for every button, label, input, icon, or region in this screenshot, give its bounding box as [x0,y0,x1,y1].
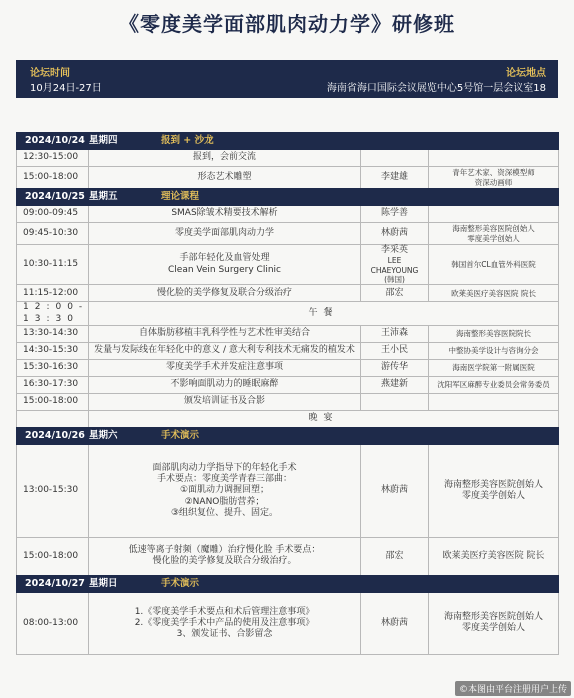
org-line: 零度美学创始人 [462,623,526,634]
topic-line: 零度美学手术并发症注意事项 [165,362,283,373]
topic-line: 手部年轻化及血管处理 [179,253,270,264]
day-weekday: 星期五 [89,191,118,203]
speaker-cell [361,285,429,302]
day-date: 2024/10/25 [25,191,85,203]
topic-cell [89,592,361,654]
time-cell: 11:15-12:00 [17,285,89,302]
day-weekday: 星期日 [89,577,118,589]
table-row [17,376,559,393]
org-line: 欧莱美医疗美容医院 院长 [451,288,536,298]
org-cell [429,393,559,410]
topic-cell [89,376,361,393]
day-date: 2024/10/26 [25,429,85,441]
speaker-name: 邵宏 [385,287,404,298]
table-row [17,393,559,410]
topic-line: 自体脂肪移植丰乳科学性与艺术性审美结合 [138,328,310,339]
topic-line: 颁发培训证书及合影 [183,396,265,407]
org-line: 韩国首尔CL血管外科医院 [451,260,536,269]
speaker-cell [361,393,429,410]
topic-line: 发量与发际线在年轻化中的意义 / 意大利专利技术无痛发的植发术 [94,345,355,356]
org-cell [429,285,559,302]
speaker-name: 邵宏 [385,550,404,561]
topic-line: SMAS除皱术精要技术解析 [171,208,278,219]
speaker-name: 林蔚茜 [380,485,408,496]
day-header-cell [17,133,559,150]
topic-line: 1.《零度美学手术要点和术后管理注意事项》 [134,606,315,617]
org-cell [429,592,559,654]
org-line: 青年艺术家、资深模型师 [452,168,535,178]
table-row [17,592,559,654]
speaker-cell [361,206,429,223]
org-line: 海南整形美容医院创始人 [444,479,544,490]
time-cell [17,410,89,427]
time-cell: 16:30-17:30 [17,376,89,393]
org-cell [429,223,559,245]
topic-line: 不影响面肌动力的睡眠麻醉 [170,379,279,390]
speaker-name: 王小民 [380,345,408,356]
day-theme: 理论课程 [161,191,200,203]
forum-time [30,66,102,96]
watermark: ©本图由平台注册用户上传 [455,681,571,696]
topic-cell [89,393,361,410]
table-row [17,223,559,245]
topic-line: 报到，会前交流 [192,152,256,163]
topic-line: ②NANO脂肪营养； [184,496,265,507]
time-cell: 14:30-15:30 [17,342,89,359]
time-cell: 15:00-18:00 [17,167,89,189]
speaker-cell [361,342,429,359]
time-cell: 08:00-13:00 [17,592,89,654]
org-line: 中整协美学设计与咨询分会 [448,346,539,356]
page-title: 《零度美学面部肌肉动力学》研修班 [119,12,455,36]
table-row [17,167,559,189]
table-row [17,342,559,359]
speaker-cell [361,325,429,342]
forum-time-value: 10月24日-27日 [30,83,102,94]
time-cell: 15:00-18:00 [17,537,89,575]
table-row [17,537,559,575]
forum-place-label: 论坛地点 [506,68,546,79]
break-cell: 晚宴 [89,410,559,427]
speaker-name: 游传华 [380,362,408,373]
org-cell [429,359,559,376]
org-line: 海南整形美容医院创始人 [444,612,544,623]
table-row [17,302,559,326]
speaker-name: 陈学善 [380,208,408,219]
org-cell [429,537,559,575]
topic-cell [89,359,361,376]
speaker-cell [361,376,429,393]
day-header [17,189,559,206]
speaker-cell [361,167,429,189]
time-cell: 10:30-11:15 [17,245,89,285]
org-line: 欧莱美医疗美容医院 院长 [442,550,545,561]
org-line: 零度美学创始人 [467,233,520,243]
speaker-name: (韩国) [384,275,405,284]
topic-cell [89,223,361,245]
speaker-name: 林蔚茜 [380,617,408,628]
topic-line: 慢化脸的美学修复及联合分级治疗 [156,287,292,298]
forum-place [327,66,546,96]
table-row [17,359,559,376]
topic-line: Clean Vein Surgery Clinic [168,264,281,275]
topic-line: 面部肌肉动力学指导下的年轻化手术 [152,462,297,473]
org-cell [429,342,559,359]
topic-line: ①面肌动力调握回塑； [179,485,270,496]
time-cell: 13:00-15:30 [17,444,89,537]
topic-line: 2.《零度美学手术中产品的使用及注意事项》 [134,617,315,628]
speaker-cell [361,150,429,167]
table-row [17,410,559,427]
speaker-name: 李采英 [380,245,408,255]
topic-line: 低速等离子射频（魔雕）治疗慢化脸 手术要点： [128,545,321,556]
topic-line: ③组织复位、提升、固定。 [170,507,279,518]
topic-cell [89,150,361,167]
topic-cell [89,245,361,285]
day-theme: 手术演示 [161,577,200,589]
topic-line: 慢化脸的美学修复及联合分级治疗。 [152,556,297,567]
time-cell: 13:30-14:30 [17,325,89,342]
speaker-cell [361,592,429,654]
topic-line: 手术要点：零度美学青春三部曲： [156,474,292,484]
time-cell: 12:00-13:30 [17,302,89,326]
speaker-cell [361,359,429,376]
time-cell: 15:00-18:00 [17,393,89,410]
day-theme: 手术演示 [161,429,200,441]
schedule-table [16,132,559,655]
table-row [17,444,559,537]
table-row [17,150,559,167]
topic-cell [89,537,361,575]
org-line: 零度美学创始人 [462,490,526,501]
speaker-name: LEE CHAEYOUNG [370,256,419,275]
topic-cell [89,206,361,223]
table-row [17,285,559,302]
topic-cell [89,444,361,537]
org-cell [429,167,559,189]
day-header-cell [17,575,559,592]
org-line: 海南整形美容医院创始人 [452,224,535,234]
topic-line: 3、颁发证书、合影留念 [176,629,273,639]
speaker-cell [361,245,429,285]
topic-cell [89,325,361,342]
org-line: 资深动画师 [474,177,513,187]
day-header-cell [17,189,559,206]
day-header [17,575,559,592]
org-cell [429,444,559,537]
topic-line: 形态艺术雕塑 [197,171,252,182]
forum-info-bar [16,60,558,98]
speaker-cell [361,223,429,245]
speaker-name: 王沛森 [380,328,408,339]
org-cell [429,206,559,223]
speaker-name: 燕建新 [380,379,408,390]
day-weekday: 星期六 [89,429,118,441]
forum-time-label: 论坛时间 [30,68,70,79]
day-theme: 报到 + 沙龙 [161,135,214,147]
day-header [17,133,559,150]
table-row [17,245,559,285]
org-cell [429,245,559,285]
speaker-cell [361,444,429,537]
org-line: 海南医学院第一附属医院 [452,363,535,373]
day-date: 2024/10/27 [25,577,85,589]
speaker-cell [361,537,429,575]
day-weekday: 星期四 [89,135,118,147]
topic-cell [89,285,361,302]
day-header [17,427,559,444]
org-cell [429,376,559,393]
table-row [17,325,559,342]
topic-cell [89,342,361,359]
day-date: 2024/10/24 [25,135,85,147]
time-cell: 09:00-09:45 [17,206,89,223]
speaker-name: 林蔚茜 [380,227,408,238]
org-line: 海南整形美容医院院长 [456,329,531,339]
time-cell: 09:45-10:30 [17,223,89,245]
topic-cell [89,167,361,189]
org-line: 沈阳军区麻醉专业委员会常务委员 [437,380,550,390]
day-header-cell [17,427,559,444]
org-cell [429,150,559,167]
time-cell: 12:30-15:00 [17,150,89,167]
table-row [17,206,559,223]
topic-line: 零度美学面部肌肉动力学 [174,227,274,238]
break-cell: 午餐 [89,302,559,326]
org-cell [429,325,559,342]
speaker-name: 李建雄 [380,171,408,182]
time-cell: 15:30-16:30 [17,359,89,376]
forum-place-value: 海南省海口国际会议展览中心5号馆一层会议室18 [326,83,546,94]
